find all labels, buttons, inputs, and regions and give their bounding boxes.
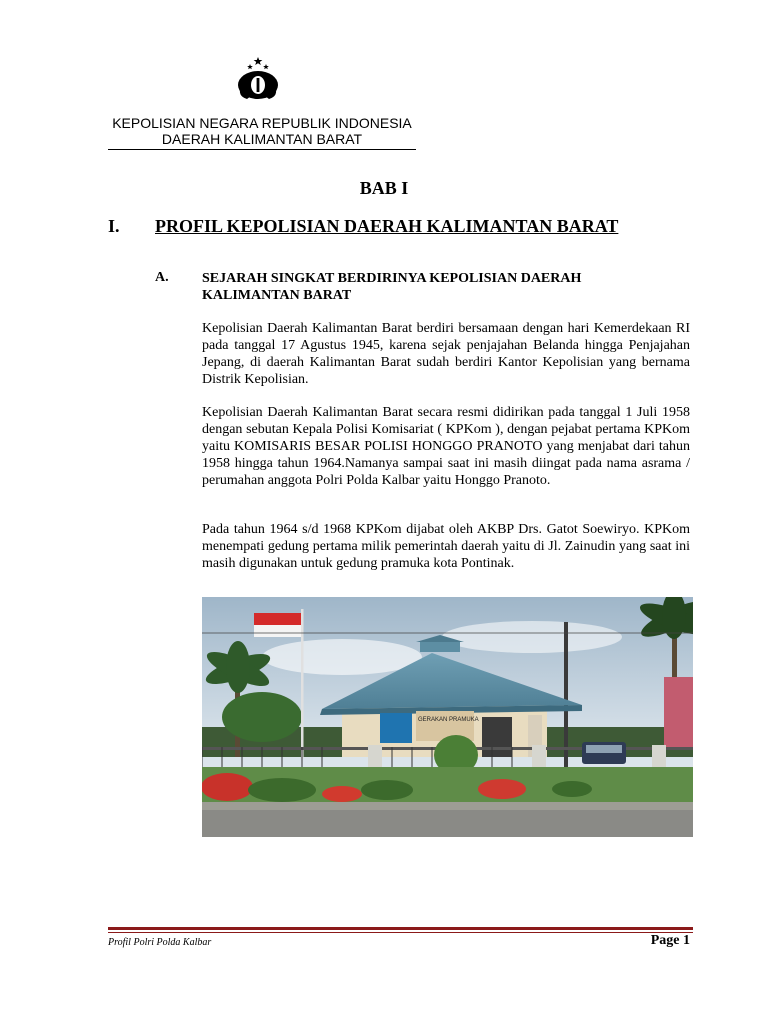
police-emblem-logo (233, 56, 283, 102)
footer-rule-thin (108, 932, 693, 933)
chapter-title: PROFIL KEPOLISIAN DAERAH KALIMANTAN BARAT (155, 216, 619, 236)
body-paragraph: Pada tahun 1964 s/d 1968 KPKom dijabat oleh AKBP Drs. Gatot Soewiryo. KPKom menempati gedung pertama milik pemerintah daerah yaitu di Jl. Zainudin yang saat ini masih digunakan untuk gedung pramuka kota Pontinak. (202, 522, 690, 571)
building-photo (202, 597, 693, 837)
page-number: Page 1 (650, 933, 690, 948)
body-paragraph: Kepolisian Daerah Kalimantan Barat secara resmi didirikan pada tanggal 1 Juli 1958 dengan sebutan Kepala Polisi Komisariat ( KPKom ), dengan pejabat pertama KPKom yaitu KOMISARIS BESAR POLISI HONGGO PRANOTO yang menjabat dari tahun 1958 hingga tahun 1964.Namanya sampai saat ini masih diingat pada nama asrama / perumahan anggota Polri Polda Kalbar yaitu Honggo Pranoto. (202, 405, 690, 488)
section-letter: A. (155, 270, 169, 285)
footer-document-title: Profil Polri Polda Kalbar (108, 937, 212, 948)
sign-text: GERAKAN PRAMUKA (418, 717, 479, 723)
footer-rule-thick (108, 927, 693, 930)
letterhead-divider (108, 149, 416, 150)
body-paragraph: Kepolisian Daerah Kalimantan Barat berdiri bersamaan dengan hari Kemerdekaan RI pada tanggal 17 Agustus 1945, karena sejak penjajahan Belanda hingga Penjajahan Jepang, di daerah Kalimantan Barat sudah berdiri Kantor Kepolisian yang bernama Distrik Kepolisian. (202, 321, 690, 387)
letterhead-line-2: DAERAH KALIMANTAN BARAT (161, 131, 363, 147)
chapter-number: I. (108, 216, 120, 236)
letterhead-line-1: KEPOLISIAN NEGARA REPUBLIK INDONESIA (112, 115, 412, 131)
chapter-label: BAB I (359, 178, 409, 198)
section-title: SEJARAH SINGKAT BERDIRINYA KEPOLISIAN DAERAH KALIMANTAN BARAT (202, 271, 582, 303)
